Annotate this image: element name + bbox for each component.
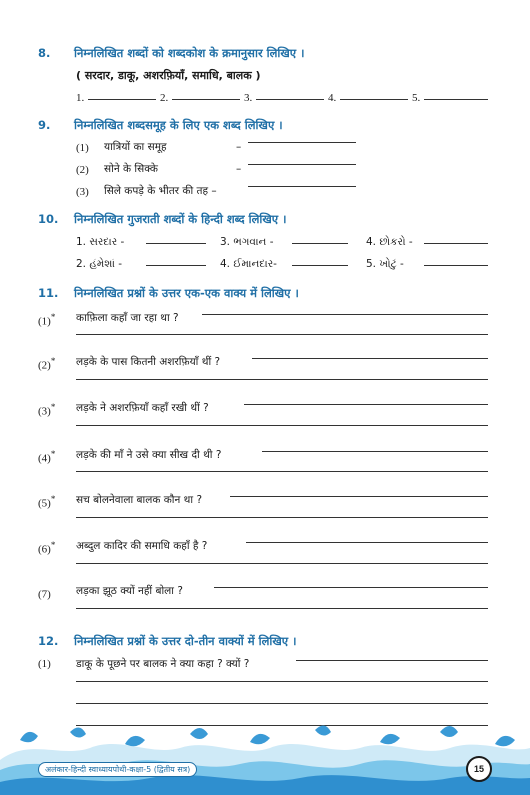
answer-blank[interactable] bbox=[248, 164, 356, 165]
answer-line[interactable] bbox=[76, 379, 488, 380]
item-number: (1) bbox=[76, 142, 89, 154]
answer-line[interactable] bbox=[230, 496, 488, 497]
question-text: अब्दुल कादिर की समाधि कहाँ है ? bbox=[76, 540, 208, 552]
question-number: (3)* bbox=[38, 402, 56, 418]
answer-blank[interactable] bbox=[88, 99, 156, 100]
word-list: ( सरदार, डाकू, अशरफ़ियाँ, समाधि, बालक ) bbox=[76, 69, 261, 82]
answer-line[interactable] bbox=[76, 471, 488, 472]
question-title: निम्नलिखित प्रश्नों के उत्तर दो-तीन वाक्यों में लिखिए । bbox=[74, 634, 297, 648]
question-12-heading bbox=[38, 634, 297, 649]
question-text: सच बोलनेवाला बालक कौन था ? bbox=[76, 494, 203, 506]
question-text: डाकू के पूछने पर बालक ने क्या कहा ? क्यों ? bbox=[76, 658, 250, 670]
blank-label-3: 3. bbox=[244, 92, 253, 104]
blank-label-5: 5. bbox=[412, 92, 421, 104]
question-number: (6)* bbox=[38, 540, 56, 556]
answer-blank[interactable] bbox=[146, 243, 206, 244]
answer-line[interactable] bbox=[76, 608, 488, 609]
item-dash: – bbox=[236, 163, 242, 175]
question-title: निम्नलिखित शब्दसमूह के लिए एक शब्द लिखिए । bbox=[74, 118, 283, 132]
gujarati-word: 4. છોકરો - bbox=[366, 236, 413, 248]
answer-blank[interactable] bbox=[172, 99, 240, 100]
question-text: लड़के के पास कितनी अशरफ़ियाँ थीं ? bbox=[76, 356, 221, 368]
question-number: 10. bbox=[38, 212, 59, 226]
item-text: सिले कपड़े के भीतर की तह – bbox=[104, 185, 217, 197]
footer-wave-decoration bbox=[0, 718, 530, 795]
answer-line[interactable] bbox=[246, 542, 488, 543]
question-number: (7) bbox=[38, 588, 51, 601]
page-number: 15 bbox=[466, 756, 492, 782]
blank-label-1: 1. bbox=[76, 92, 85, 104]
gujarati-word: 2. હંમેશાં - bbox=[76, 258, 123, 270]
item-number: (3) bbox=[76, 186, 89, 198]
question-number: 8. bbox=[38, 46, 51, 60]
answer-line[interactable] bbox=[76, 334, 488, 335]
question-10-heading bbox=[38, 212, 287, 227]
question-title: निम्नलिखित प्रश्नों के उत्तर एक-एक वाक्य में लिखिए । bbox=[74, 286, 299, 300]
question-number: (1)* bbox=[38, 312, 56, 328]
gujarati-word: 1. સરદાર - bbox=[76, 236, 125, 248]
answer-blank[interactable] bbox=[424, 99, 488, 100]
answer-line[interactable] bbox=[76, 681, 488, 682]
answer-blank[interactable] bbox=[340, 99, 408, 100]
question-number: (5)* bbox=[38, 494, 56, 510]
item-text: सोने के सिक्के bbox=[104, 163, 158, 175]
question-title: निम्नलिखित गुजराती शब्दों के हिन्दी शब्द लिखिए । bbox=[74, 212, 287, 226]
answer-line[interactable] bbox=[262, 451, 488, 452]
answer-line[interactable] bbox=[244, 404, 488, 405]
question-number: (1) bbox=[38, 658, 51, 670]
question-text: लड़के ने अशरफ़ियाँ कहाँ रखी थीं ? bbox=[76, 402, 209, 414]
answer-line[interactable] bbox=[214, 587, 488, 588]
question-number: (4)* bbox=[38, 449, 56, 465]
answer-blank[interactable] bbox=[248, 186, 356, 187]
gujarati-word: 5. ખોટું - bbox=[366, 258, 404, 270]
question-text: लड़के की माँ ने उसे क्या सीख दी थी ? bbox=[76, 449, 222, 461]
answer-line[interactable] bbox=[202, 314, 488, 315]
gujarati-word: 4. ઈમાનદાર- bbox=[220, 258, 277, 270]
answer-blank[interactable] bbox=[146, 265, 206, 266]
question-number: 12. bbox=[38, 634, 59, 648]
question-text: काफ़िला कहाँ जा रहा था ? bbox=[76, 312, 179, 324]
answer-blank[interactable] bbox=[256, 99, 324, 100]
answer-line[interactable] bbox=[296, 660, 488, 661]
blank-label-4: 4. bbox=[328, 92, 337, 104]
answer-line[interactable] bbox=[76, 517, 488, 518]
answer-line[interactable] bbox=[252, 358, 488, 359]
item-dash: – bbox=[236, 141, 242, 153]
item-text: यात्रियों का समूह bbox=[104, 141, 167, 153]
question-8-heading bbox=[38, 46, 305, 61]
question-title: निम्नलिखित शब्दों को शब्दकोश के क्रमानुसार लिखिए । bbox=[74, 46, 305, 60]
item-number: (2) bbox=[76, 164, 89, 176]
question-11-heading bbox=[38, 286, 299, 301]
gujarati-word: 3. ભગવાન - bbox=[220, 236, 274, 248]
blank-label-2: 2. bbox=[160, 92, 169, 104]
question-9-heading bbox=[38, 118, 283, 133]
answer-blank[interactable] bbox=[292, 243, 348, 244]
book-title-label: अलंकार-हिन्दी स्वाध्यायपोथी-कक्षा-5 (द्वितीय सत्र) bbox=[38, 762, 197, 777]
question-text: लड़का झूठ क्यों नहीं बोला ? bbox=[76, 585, 183, 597]
question-number: 11. bbox=[38, 286, 59, 300]
question-number: (2)* bbox=[38, 356, 56, 372]
question-number: 9. bbox=[38, 118, 51, 132]
answer-blank[interactable] bbox=[248, 142, 356, 143]
answer-blank[interactable] bbox=[424, 265, 488, 266]
answer-line[interactable] bbox=[76, 563, 488, 564]
answer-line[interactable] bbox=[76, 425, 488, 426]
answer-line[interactable] bbox=[76, 703, 488, 704]
answer-blank[interactable] bbox=[292, 265, 348, 266]
answer-blank[interactable] bbox=[424, 243, 488, 244]
